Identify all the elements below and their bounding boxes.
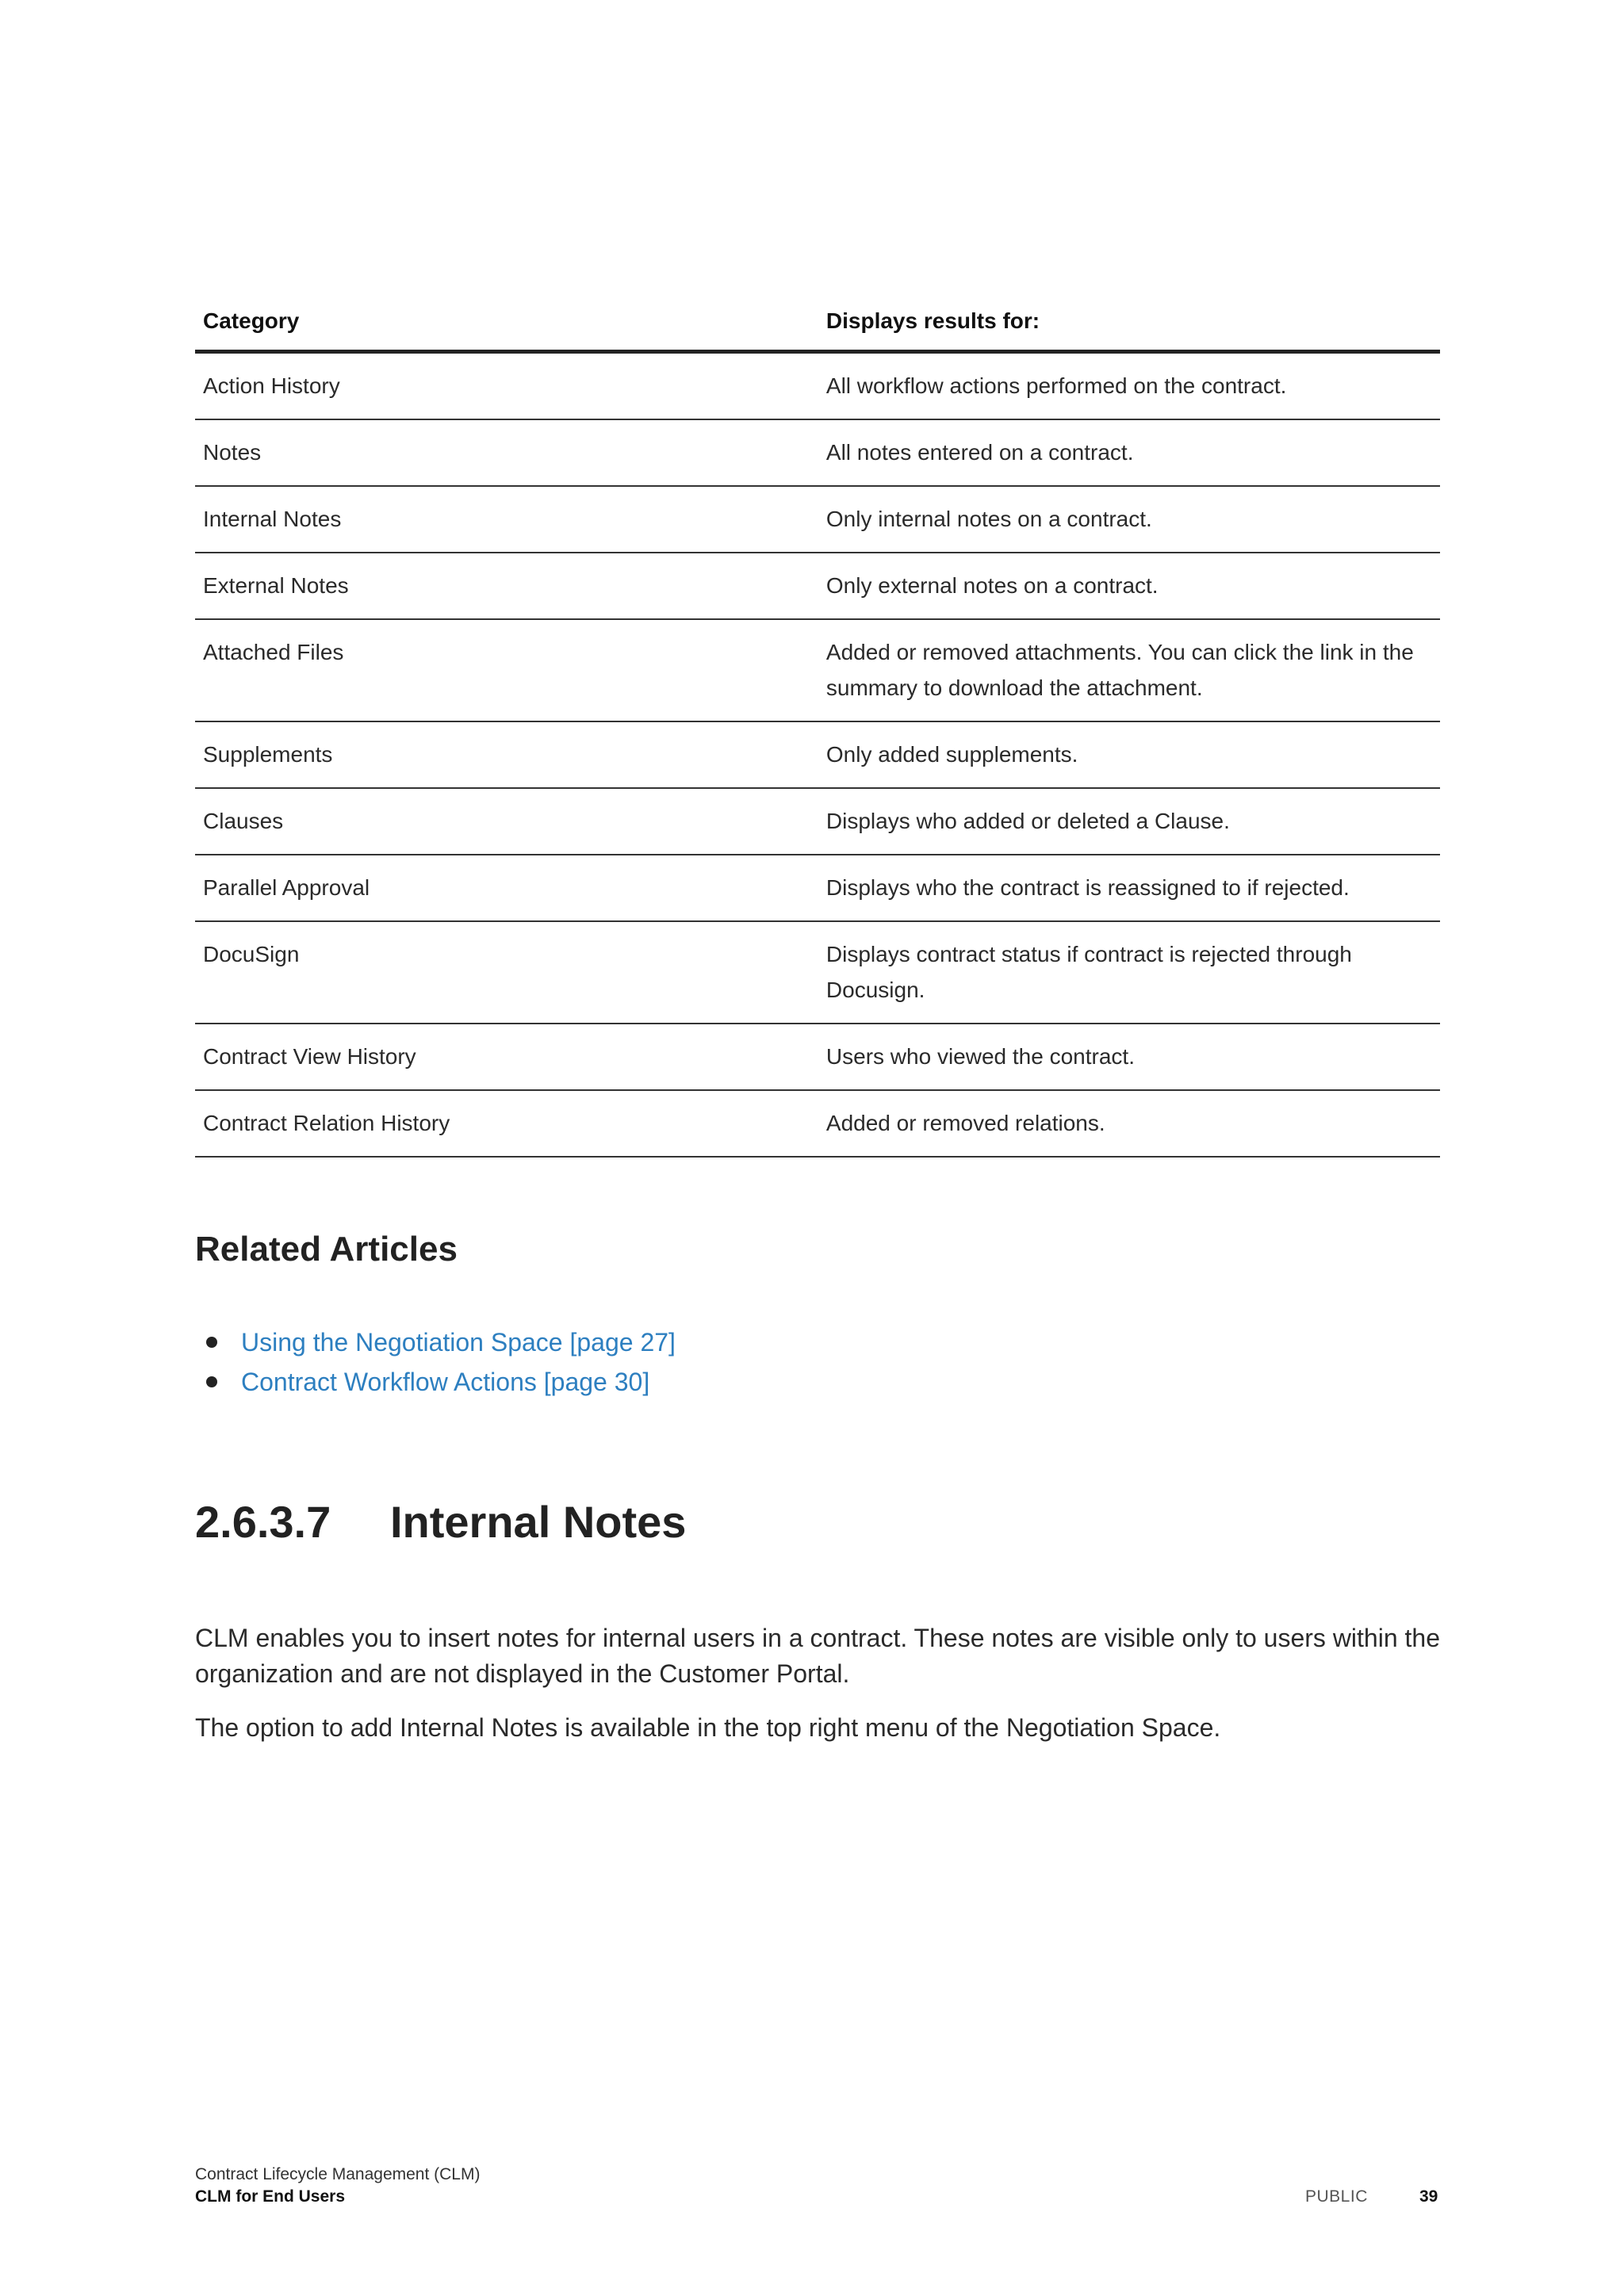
category-cell: Parallel Approval <box>195 855 818 921</box>
description-cell: Added or removed attachments. You can click the link in the summary to download the attachment. <box>818 619 1440 721</box>
footer-document-info <box>195 2164 480 2208</box>
description-cell: Only internal notes on a contract. <box>818 486 1440 553</box>
table-row <box>195 486 1440 553</box>
section-title: Internal Notes <box>390 1497 687 1547</box>
bullet-icon <box>206 1376 217 1387</box>
footer-doc-subtitle: CLM for End Users <box>195 2187 346 2206</box>
table-row <box>195 419 1440 486</box>
table-row <box>195 855 1440 921</box>
body-paragraph: The option to add Internal Notes is available in the top right menu of the Negotiation Space. <box>195 1713 1221 1742</box>
table-row <box>195 921 1440 1024</box>
description-cell: Displays who added or deleted a Clause. <box>818 788 1440 855</box>
table-row <box>195 788 1440 855</box>
table-row <box>195 1024 1440 1090</box>
category-cell: DocuSign <box>195 921 818 1024</box>
related-articles-list <box>195 1322 676 1402</box>
category-table <box>195 295 1440 1158</box>
category-cell: Action History <box>195 352 818 420</box>
description-cell: Only external notes on a contract. <box>818 553 1440 619</box>
link-negotiation-space[interactable]: Using the Negotiation Space [page 27] <box>241 1328 676 1357</box>
footer-classification: PUBLIC <box>1305 2187 1368 2206</box>
category-cell: Contract Relation History <box>195 1090 818 1157</box>
category-cell: Attached Files <box>195 619 818 721</box>
table-row <box>195 619 1440 721</box>
list-item <box>195 1362 676 1402</box>
category-cell: Supplements <box>195 721 818 788</box>
related-articles-heading: Related Articles <box>195 1230 458 1269</box>
category-cell: External Notes <box>195 553 818 619</box>
description-cell: Displays who the contract is reassigned to if rejected. <box>818 855 1440 921</box>
category-cell: Clauses <box>195 788 818 855</box>
footer-page-number: 39 <box>1419 2187 1438 2206</box>
description-cell: All workflow actions performed on the contract. <box>818 352 1440 420</box>
description-cell: Displays contract status if contract is rejected through Docusign. <box>818 921 1440 1024</box>
footer-doc-title: Contract Lifecycle Management (CLM) <box>195 2165 481 2183</box>
table-row <box>195 1090 1440 1157</box>
category-cell: Contract View History <box>195 1024 818 1090</box>
section-heading <box>195 1494 686 1550</box>
bullet-icon <box>206 1337 217 1348</box>
category-cell: Internal Notes <box>195 486 818 553</box>
category-cell: Notes <box>195 419 818 486</box>
table-row <box>195 553 1440 619</box>
table-row <box>195 352 1440 420</box>
body-paragraph: CLM enables you to insert notes for internal users in a contract. These notes are visible only to users within the organization and are not displayed in the Customer Portal. <box>195 1624 1440 1688</box>
table-row <box>195 721 1440 788</box>
column-header-category: Category <box>195 295 818 352</box>
link-contract-workflow-actions[interactable]: Contract Workflow Actions [page 30] <box>241 1368 650 1396</box>
section-number: 2.6.3.7 <box>195 1497 331 1547</box>
description-cell: Only added supplements. <box>818 721 1440 788</box>
column-header-displays-results: Displays results for: <box>818 295 1440 352</box>
description-cell: Users who viewed the contract. <box>818 1024 1440 1090</box>
description-cell: Added or removed relations. <box>818 1090 1440 1157</box>
list-item <box>195 1322 676 1362</box>
table-header-row <box>195 295 1440 352</box>
description-cell: All notes entered on a contract. <box>818 419 1440 486</box>
